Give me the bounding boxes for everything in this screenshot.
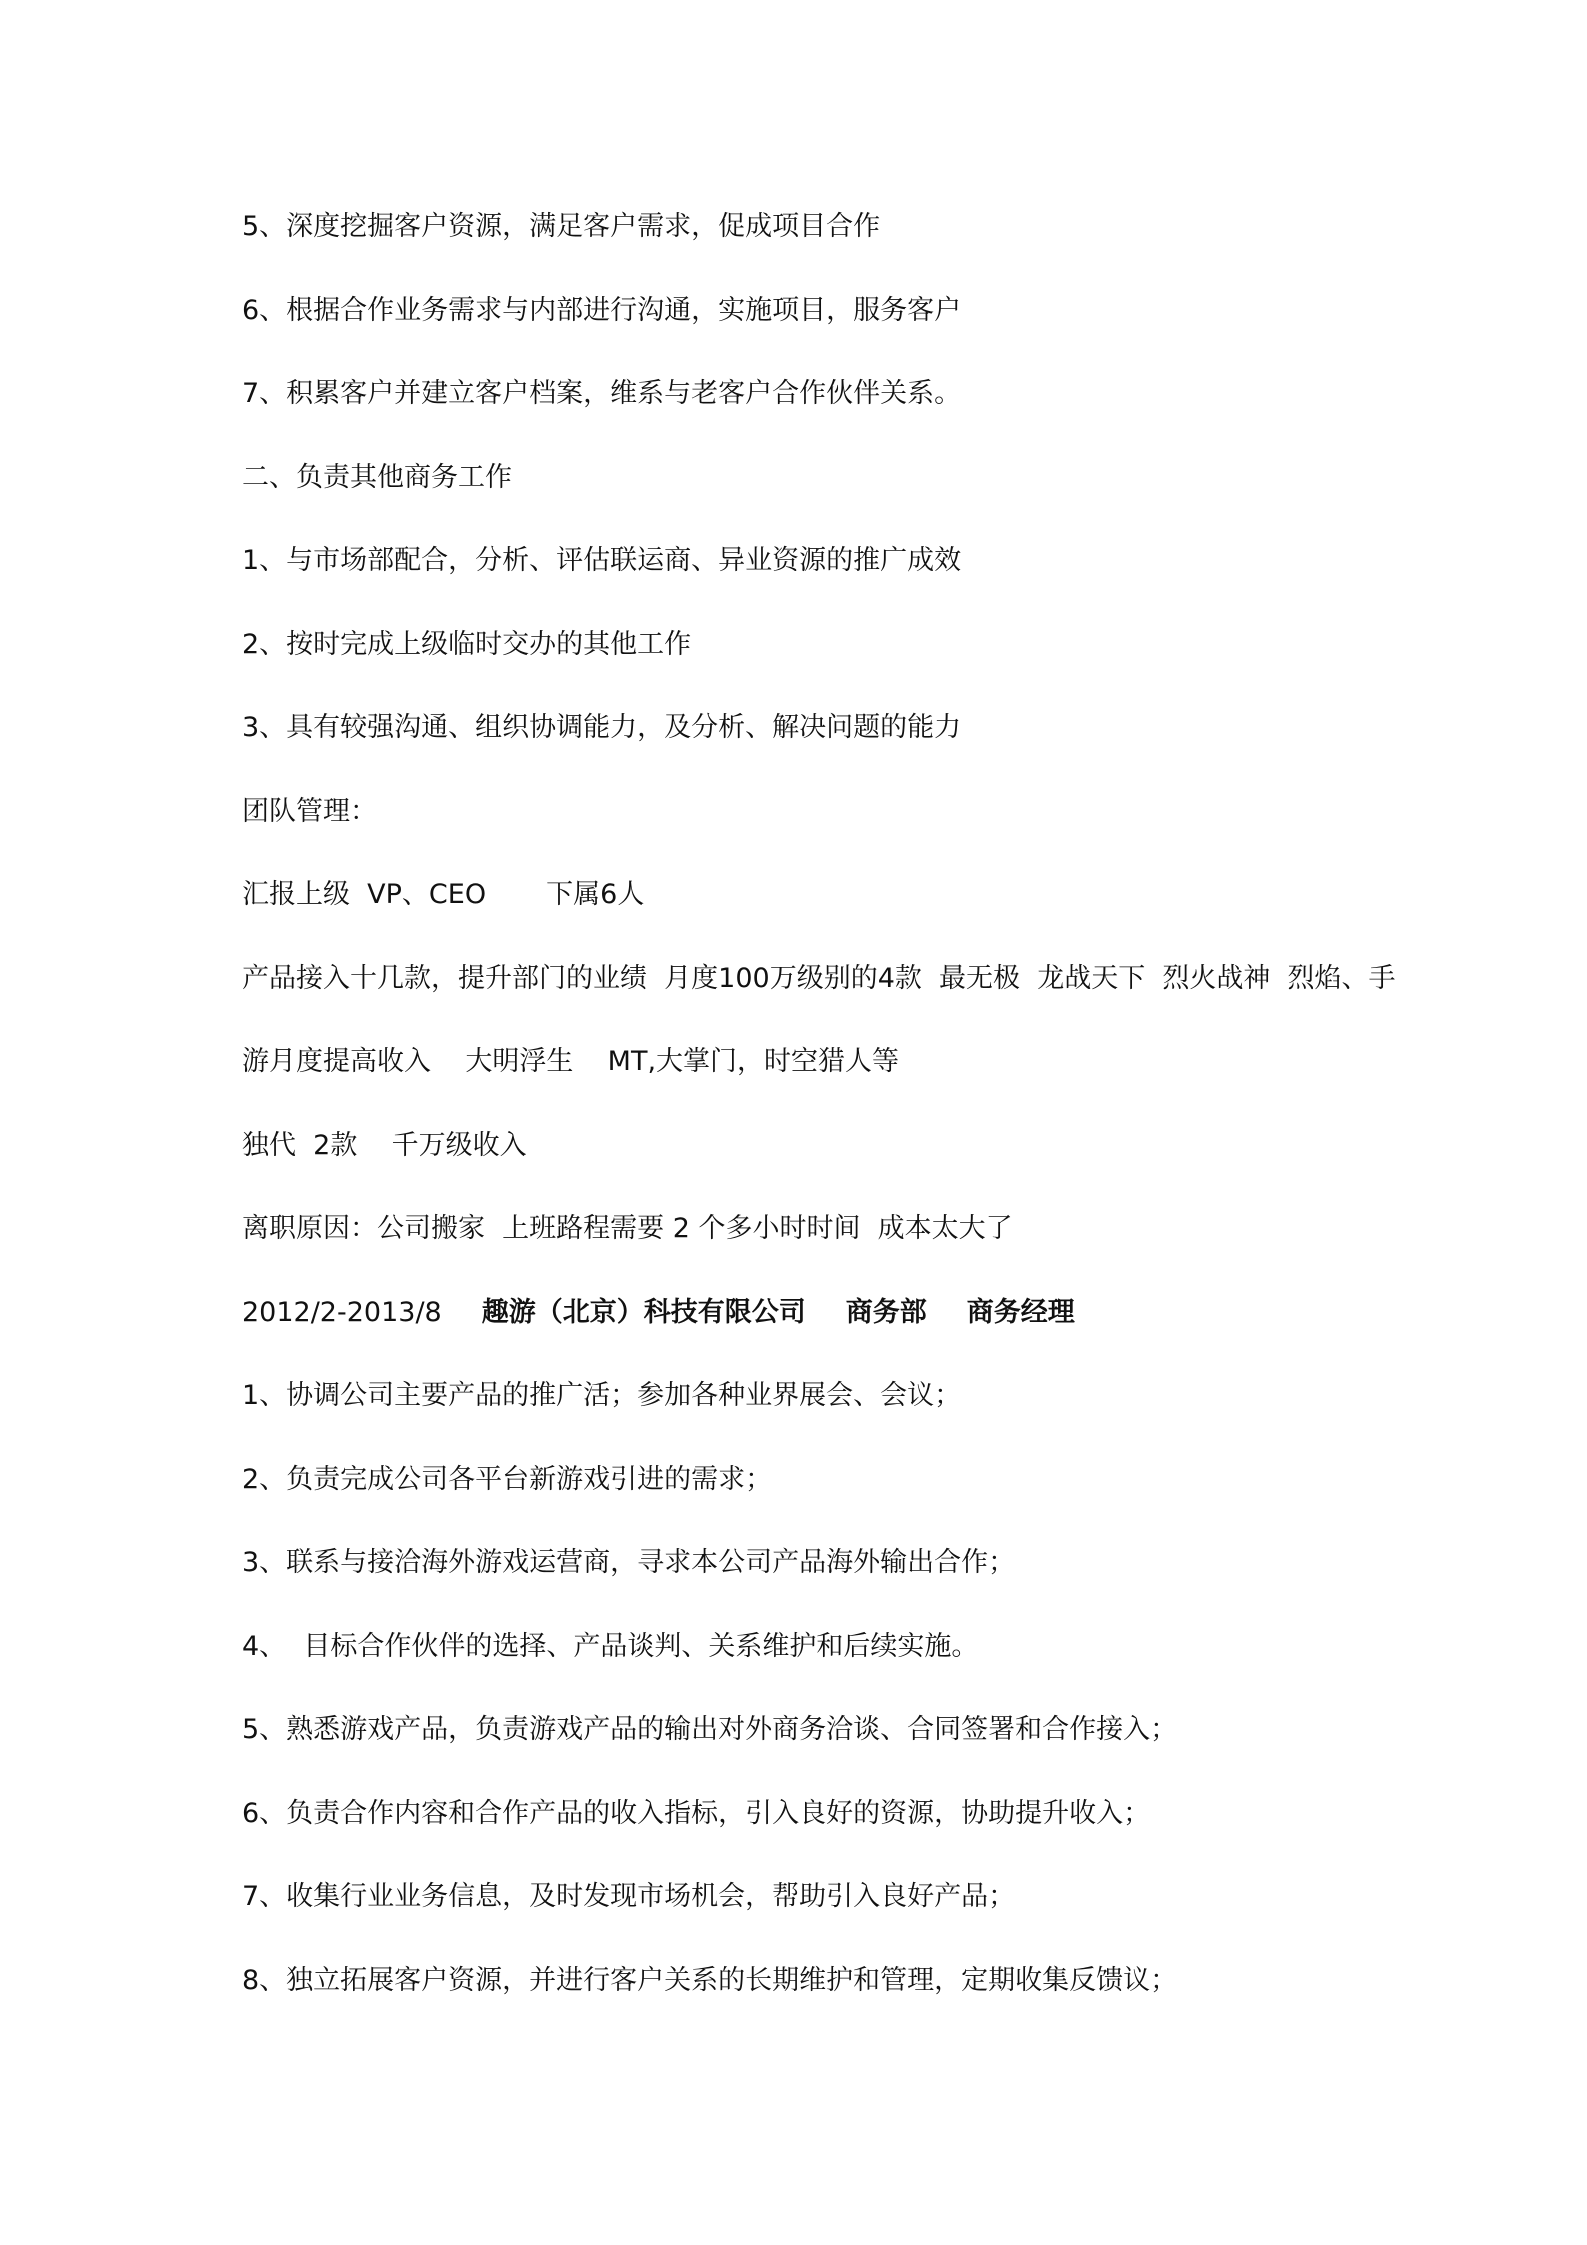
job-title: 商务经理 (966, 1296, 1075, 1328)
text-line: 5、深度挖掘客户资源，满足客户需求，促成项目合作 (242, 211, 881, 242)
job-header (242, 1298, 1392, 1382)
duty-item: 4、 目标合作伙伴的选择、产品谈判、关系维护和后续实施。 (242, 1630, 979, 1662)
text-line: 3、具有较强沟通、组织协调能力，及分析、解决问题的能力 (242, 712, 962, 743)
text-line: 6、根据合作业务需求与内部进行沟通，实施项目，服务客户 (242, 294, 962, 326)
text-line: 7、积累客户并建立客户档案，维系与老客户合作伙伴关系。 (242, 378, 962, 409)
text-line: 2、按时完成上级临时交办的其他工作 (242, 628, 692, 660)
section-heading: 二、负责其他商务工作 (242, 461, 512, 493)
leaving-reason: 离职原因：公司搬家 上班路程需要 2 个多小时时间 成本太大了 (242, 1213, 1013, 1244)
text-line: 产品接入十几款，提升部门的业绩 月度100万级别的4款 最无极 龙战天下 烈火战神 烈焰、手 (242, 962, 1396, 994)
text-line: 1、与市场部配合，分析、评估联运商、异业资源的推广成效 (242, 545, 962, 576)
text-line: 独代 2款 千万级收入 (242, 1129, 527, 1161)
duty-item: 2、负责完成公司各平台新游戏引进的需求； (242, 1463, 773, 1495)
duty-item: 3、联系与接洽海外游戏运营商，寻求本公司产品海外输出合作； (242, 1547, 1016, 1578)
job-period: 2012/2-2013/8 (242, 1296, 442, 1328)
duty-item: 5、熟悉游戏产品，负责游戏产品的输出对外商务洽谈、合同签署和合作接入； (242, 1714, 1178, 1745)
document-body (242, 211, 1396, 2049)
job-company: 趣游（北京）科技有限公司 (481, 1296, 806, 1328)
duty-item: 1、协调公司主要产品的推广活；参加各种业界展会、会议； (242, 1380, 962, 1411)
duty-item: 6、负责合作内容和合作产品的收入指标，引入良好的资源，协助提升收入； (242, 1797, 1151, 1829)
text-line: 汇报上级 VP、CEO 下属6人 (242, 879, 645, 910)
duty-item: 8、独立拓展客户资源，并进行客户关系的长期维护和管理，定期收集反馈议； (242, 1964, 1178, 1996)
text-line: 游月度提高收入 大明浮生 MT,大掌门，时空猎人等 (242, 1046, 900, 1077)
team-management-label: 团队管理： (242, 795, 377, 827)
duty-item: 7、收集行业业务信息，及时发现市场机会，帮助引入良好产品； (242, 1881, 1016, 1912)
job-department: 商务部 (845, 1296, 927, 1328)
